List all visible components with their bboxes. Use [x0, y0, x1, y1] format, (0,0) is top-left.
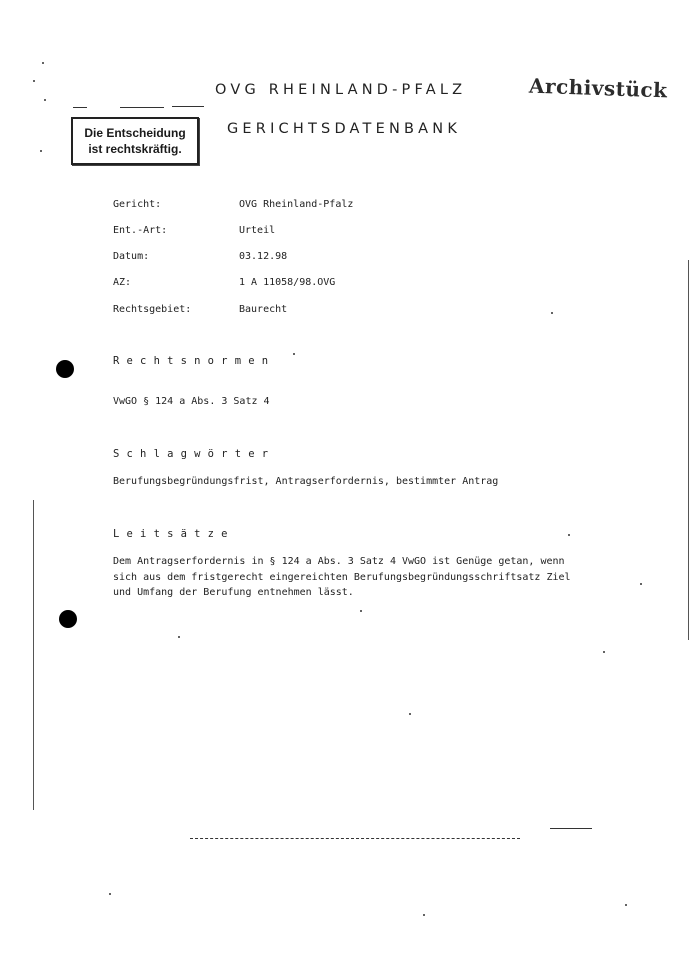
legal-area-label: Rechtsgebiet: [113, 304, 192, 315]
case-number-label: AZ: [113, 277, 132, 288]
scan-speck [109, 893, 111, 895]
headnotes-heading: Leitsätze [113, 528, 235, 540]
headnote-line-2: sich aus dem fristgerecht eingereichten Berufungsbegründungsschriftsatz Ziel [113, 571, 571, 583]
court-label: Gericht: [113, 199, 162, 210]
legal-force-stamp [71, 117, 199, 165]
left-margin-line [33, 500, 34, 810]
scan-speck [178, 636, 180, 638]
scan-speck [625, 904, 627, 906]
scan-speck [568, 534, 570, 536]
headnotes-paragraph [113, 554, 633, 601]
headnote-line-1: Dem Antragserfordernis in § 124 a Abs. 3 Satz 4 VwGO ist Genüge getan, wenn [113, 556, 565, 567]
scan-speck [409, 713, 411, 715]
keywords-heading: Schlagwörter [113, 448, 276, 460]
scan-speck [423, 914, 425, 916]
punch-hole-bottom [59, 610, 77, 628]
header-rule-1 [73, 107, 87, 108]
scan-speck [293, 353, 295, 355]
right-margin-line [688, 260, 689, 640]
date-value: 03.12.98 [239, 251, 288, 262]
legal-norms-heading: Rechtsnormen [113, 355, 276, 367]
archive-stamp: Archivstück [528, 73, 668, 103]
legal-area-value: Baurecht [239, 304, 288, 315]
punch-hole-top [56, 360, 74, 378]
scan-speck [603, 651, 605, 653]
footer-rule-dashed [190, 838, 520, 839]
date-label: Datum: [113, 251, 150, 262]
stamp-line-1: Die Entscheidung [84, 126, 186, 140]
scan-speck [551, 312, 553, 314]
keywords-text: Berufungsbegründungsfrist, Antragserfordernis, bestimmter Antrag [113, 476, 499, 487]
stamp-line-2: ist rechtskräftig. [88, 142, 182, 156]
headnote-line-3: und Umfang der Berufung entnehmen lässt. [113, 587, 354, 598]
scan-speck [640, 583, 642, 585]
legal-norms-text: VwGO § 124 a Abs. 3 Satz 4 [113, 396, 270, 407]
scan-speck [44, 99, 46, 101]
court-value: OVG Rheinland-Pfalz [239, 199, 354, 210]
scan-speck [40, 150, 42, 152]
case-number-value: 1 A 11058/98.OVG [239, 277, 336, 288]
scan-speck [33, 80, 35, 82]
decision-type-label: Ent.-Art: [113, 225, 168, 236]
scan-speck [360, 610, 362, 612]
court-title: OVG RHEINLAND-PFALZ [215, 82, 467, 98]
decision-type-value: Urteil [239, 225, 276, 236]
header-rule-3 [172, 106, 204, 107]
scan-speck [42, 62, 44, 64]
header-rule-2 [120, 107, 164, 108]
footer-rule-solid [550, 828, 592, 829]
database-title: GERICHTSDATENBANK [227, 121, 462, 137]
